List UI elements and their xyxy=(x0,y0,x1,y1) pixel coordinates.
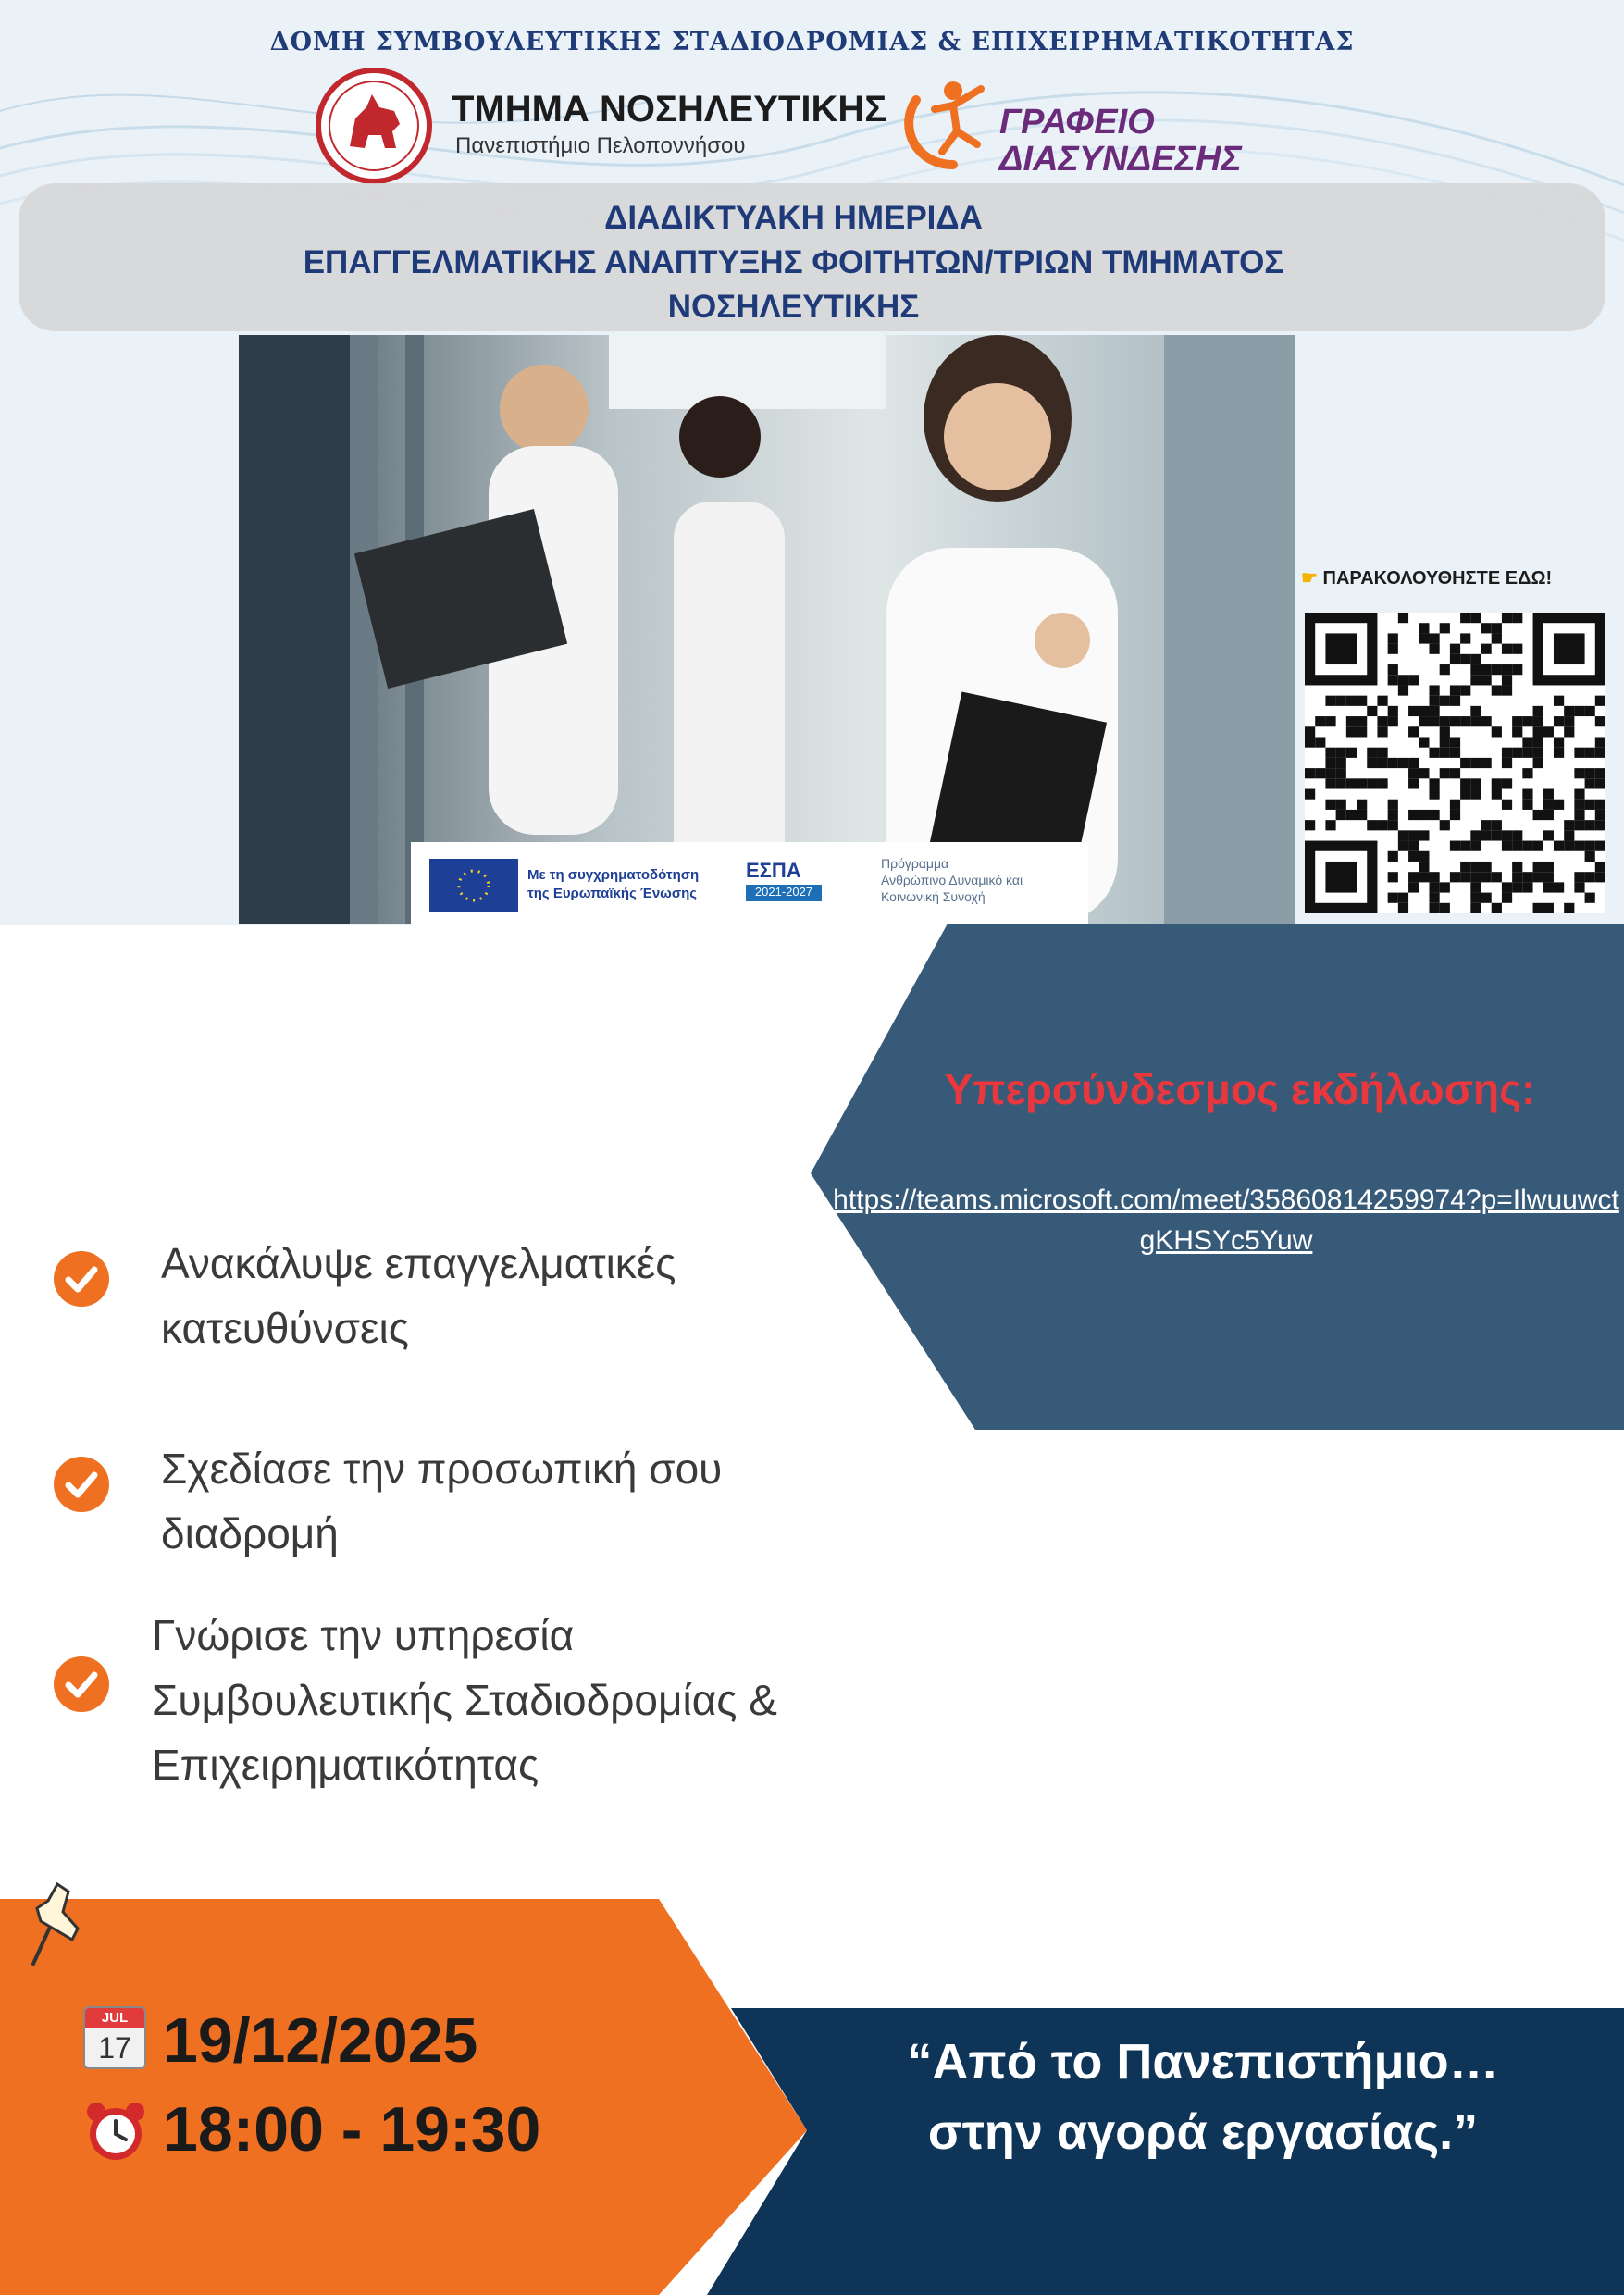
program-line1: Πρόγραμμα xyxy=(881,856,949,871)
calendar-month: JUL xyxy=(85,2008,144,2028)
event-title xyxy=(148,196,1439,329)
pointing-hand-icon: ☛ xyxy=(1301,568,1318,589)
department-name: ΤΜΗΜΑ ΝΟΣΗΛΕΥΤΙΚΗΣ xyxy=(452,89,887,130)
office-name xyxy=(999,104,1242,178)
checklist-item-3-line2: Συμβουλευτικής Σταδιοδρομίας & xyxy=(152,1676,777,1724)
checklist-item-3-line1: Γνώρισε την υπηρεσία xyxy=(152,1611,575,1659)
qr-label xyxy=(1301,566,1552,589)
eu-cofunding-text xyxy=(527,866,699,903)
event-time: 18:00 - 19:30 xyxy=(163,2094,541,2165)
checklist-item-2-line2: διαδρομή xyxy=(161,1509,339,1557)
funding-strip xyxy=(411,842,1088,925)
office-name-line2: ΔΙΑΣΥΝΔΕΣΗΣ xyxy=(999,140,1242,179)
calendar-icon xyxy=(83,2006,146,2069)
qr-code-icon xyxy=(1305,613,1605,913)
event-date: 19/12/2025 xyxy=(163,2005,478,2076)
event-title-line2: ΕΠΑΓΓΕΛΜΑΤΙΚΗΣ ΑΝΑΠΤΥΞΗΣ ΦΟΙΤΗΤΩΝ/ΤΡΙΩΝ ΤΜΗΜΑΤΟΣ xyxy=(303,244,1284,280)
students-photo xyxy=(239,335,1295,924)
qr-label-text: ΠΑΡΑΚΟΛΟΥΘΗΣΤΕ ΕΔΩ! xyxy=(1322,568,1553,589)
checklist-item-1-line1: Ανακάλυψε επαγγελματικές xyxy=(161,1239,676,1287)
qr-code[interactable] xyxy=(1305,613,1605,913)
check-circle-icon xyxy=(52,1455,111,1514)
event-link-title: Υπερσύνδεσμος εκδήλωσης: xyxy=(944,1065,1536,1113)
office-name-line1: ΓΡΑΦΕΙΟ xyxy=(999,103,1155,142)
university-name: Πανεπιστήμιο Πελοποννήσου xyxy=(455,133,746,158)
program-line2: Ανθρώπινο Δυναμικό και xyxy=(881,873,1023,887)
event-link-url[interactable]: https://teams.microsoft.com/meet/35860814259974?p=IlwuuwctgKHSYc5Yuw xyxy=(833,1185,1619,1256)
event-title-line3: ΝΟΣΗΛΕΥΤΙΚΗΣ xyxy=(667,289,920,325)
slogan-quote xyxy=(833,2027,1573,2167)
checklist-item-1 xyxy=(161,1231,676,1360)
check-circle-icon xyxy=(52,1655,111,1714)
espa-logo-text: ΕΣΠΑ xyxy=(746,859,801,882)
organization-line: ΔΟΜΗ ΣΥΜΒΟΥΛΕΥΤΙΚΗΣ ΣΤΑΔΙΟΔΡΟΜΙΑΣ & ΕΠΙΧΕΙΡΗΜΑΤΙΚΟΤΗΤΑΣ xyxy=(269,28,1355,56)
check-circle-icon xyxy=(52,1249,111,1309)
link-panel-background xyxy=(811,924,1624,1430)
checklist-item-1-line2: κατευθύνσεις xyxy=(161,1304,409,1352)
checklist-item-3-line3: Επιχειρηματικότητας xyxy=(152,1741,539,1789)
eu-text-line1: Με τη συγχρηματοδότηση xyxy=(527,867,700,883)
slogan-line2: στην αγορά εργασίας.” xyxy=(927,2104,1479,2160)
eu-flag-icon xyxy=(429,859,518,912)
program-line3: Κοινωνική Συνοχή xyxy=(881,889,986,904)
event-title-line1: ΔΙΑΔΙΚΤΥΑΚΗ ΗΜΕΡΙΔΑ xyxy=(604,200,983,236)
calendar-day: 17 xyxy=(98,2031,131,2065)
checklist-item-3 xyxy=(152,1603,777,1797)
pushpin-icon xyxy=(17,1871,91,1973)
eu-text-line2: της Ευρωπαϊκής Ένωσης xyxy=(527,886,698,901)
checklist-item-2 xyxy=(161,1436,722,1566)
office-logo-figure xyxy=(888,72,999,174)
university-crest-logo xyxy=(315,67,433,185)
alarm-clock-icon xyxy=(83,2099,148,2164)
program-text xyxy=(881,855,1023,905)
espa-years: 2021-2027 xyxy=(746,885,822,901)
slogan-line1: “Από το Πανεπιστήμιο… xyxy=(907,2034,1499,2090)
checklist-item-2-line1: Σχεδίασε την προσωπική σου xyxy=(161,1445,723,1493)
